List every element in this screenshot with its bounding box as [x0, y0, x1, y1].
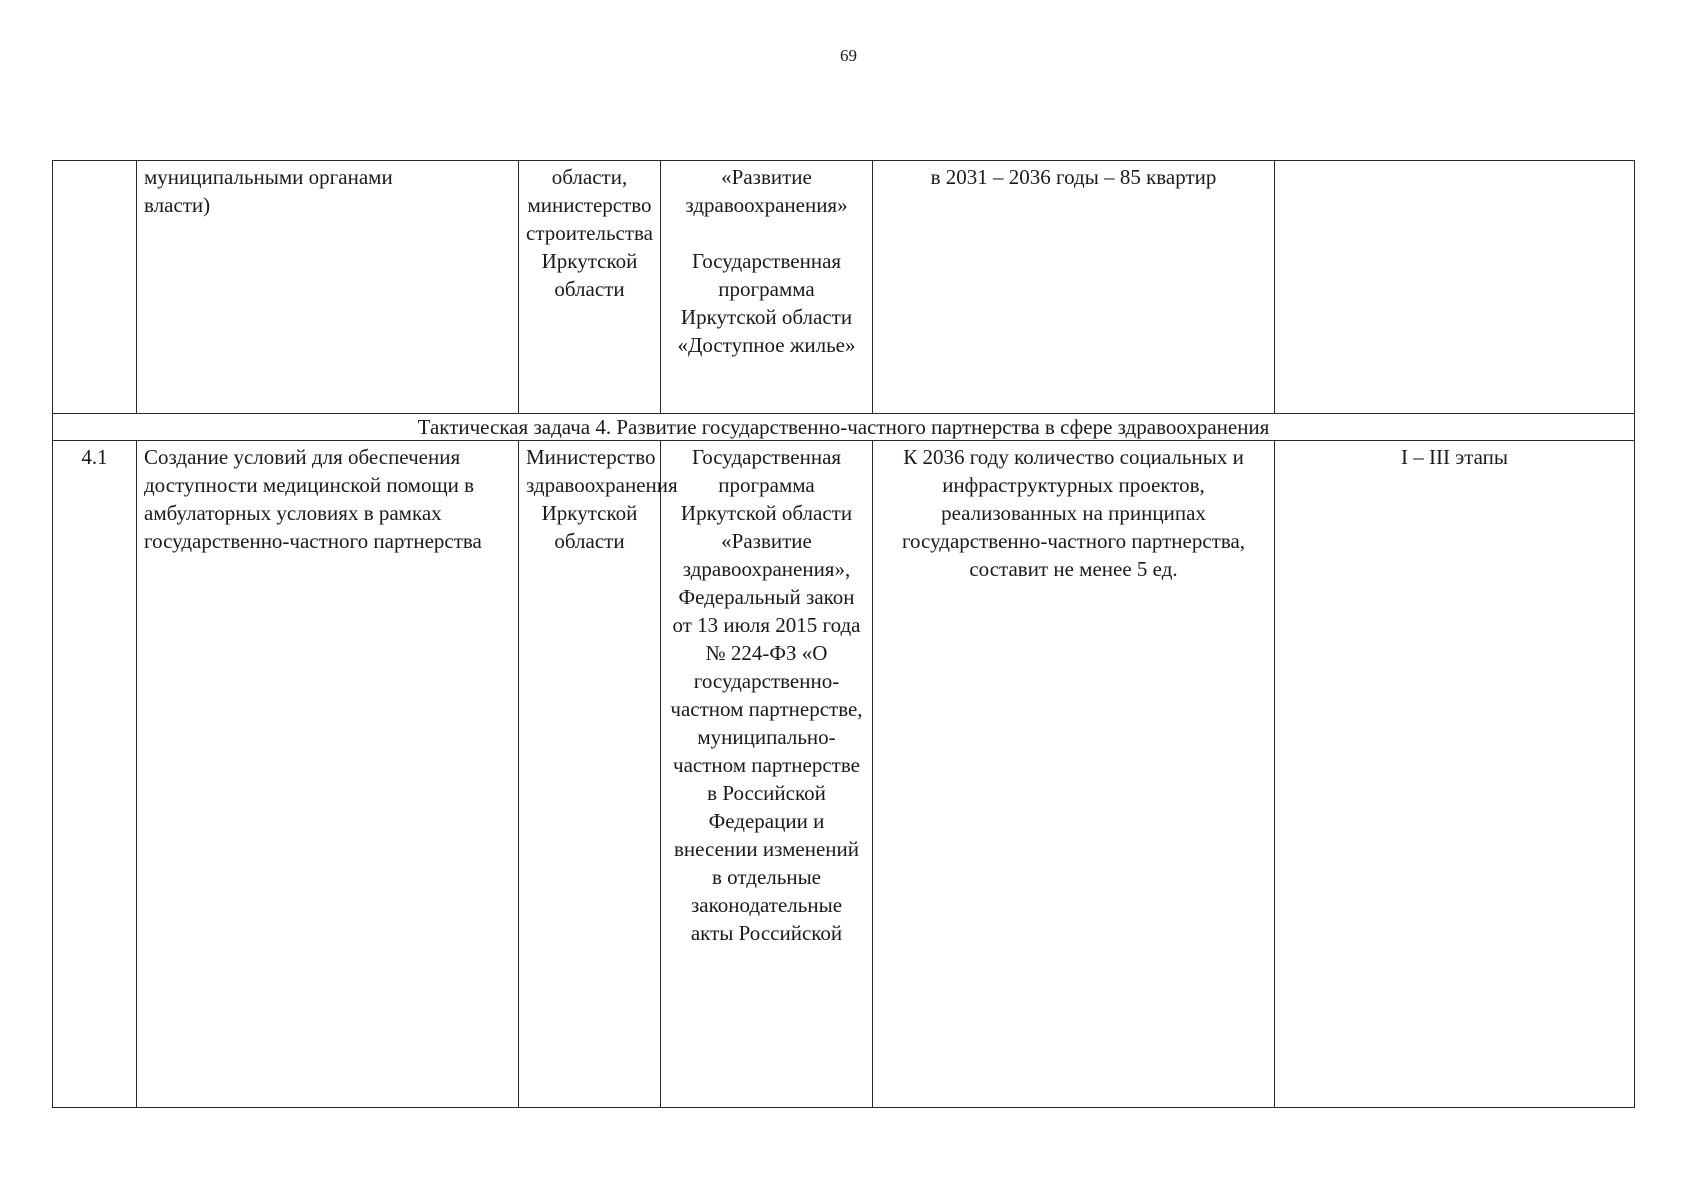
- activity-line-1: муниципальными органами: [144, 165, 393, 189]
- cell-result: в 2031 – 2036 годы – 85 квартир: [873, 161, 1275, 414]
- program-part-2: Федеральный закон от 13 июля 2015 года № 224-ФЗ «О государственно-частном партнерстве, муниципально-частном партнерстве в Российской Федерации и внесении изменений в отдельные законодательные акты Российской: [670, 585, 863, 945]
- program-part-2: Государственная программа Иркутской области «Доступное жилье»: [677, 249, 856, 357]
- cell-number: [53, 161, 137, 414]
- cell-stages: [1275, 161, 1635, 414]
- task-header-row: [53, 414, 1635, 441]
- table-row-4-1: [53, 441, 1635, 1108]
- program-spacer: [668, 219, 865, 247]
- cell-number: 4.1: [53, 441, 137, 1108]
- cell-executor: области, министерство строительства Иркутской области: [519, 161, 661, 414]
- measures-table: [52, 160, 1635, 1108]
- cell-result: К 2036 году количество социальных и инфраструктурных проектов, реализованных на принципах государственно-частного партнерства, составит не менее 5 ед.: [873, 441, 1275, 1108]
- cell-executor: Министерство здравоохранения Иркутской области: [519, 441, 661, 1108]
- cell-activity: [137, 161, 519, 414]
- cell-activity: Создание условий для обеспечения доступности медицинской помощи в амбулаторных условиях в рамках государственно-частного партнерства: [137, 441, 519, 1108]
- cell-program: [661, 161, 873, 414]
- page-number: 69: [840, 46, 857, 65]
- table-row-continuation: [53, 161, 1635, 414]
- cell-program: [661, 441, 873, 1108]
- program-part-1: «Развитие здравоохранения»: [685, 165, 848, 217]
- cell-stages: I – III этапы: [1275, 441, 1635, 1108]
- task-header: Тактическая задача 4. Развитие государственно-частного партнерства в сфере здравоохранения: [53, 414, 1635, 441]
- activity-line-2: власти): [144, 193, 211, 217]
- program-part-1: Государственная программа Иркутской области «Развитие здравоохранения»,: [680, 445, 853, 581]
